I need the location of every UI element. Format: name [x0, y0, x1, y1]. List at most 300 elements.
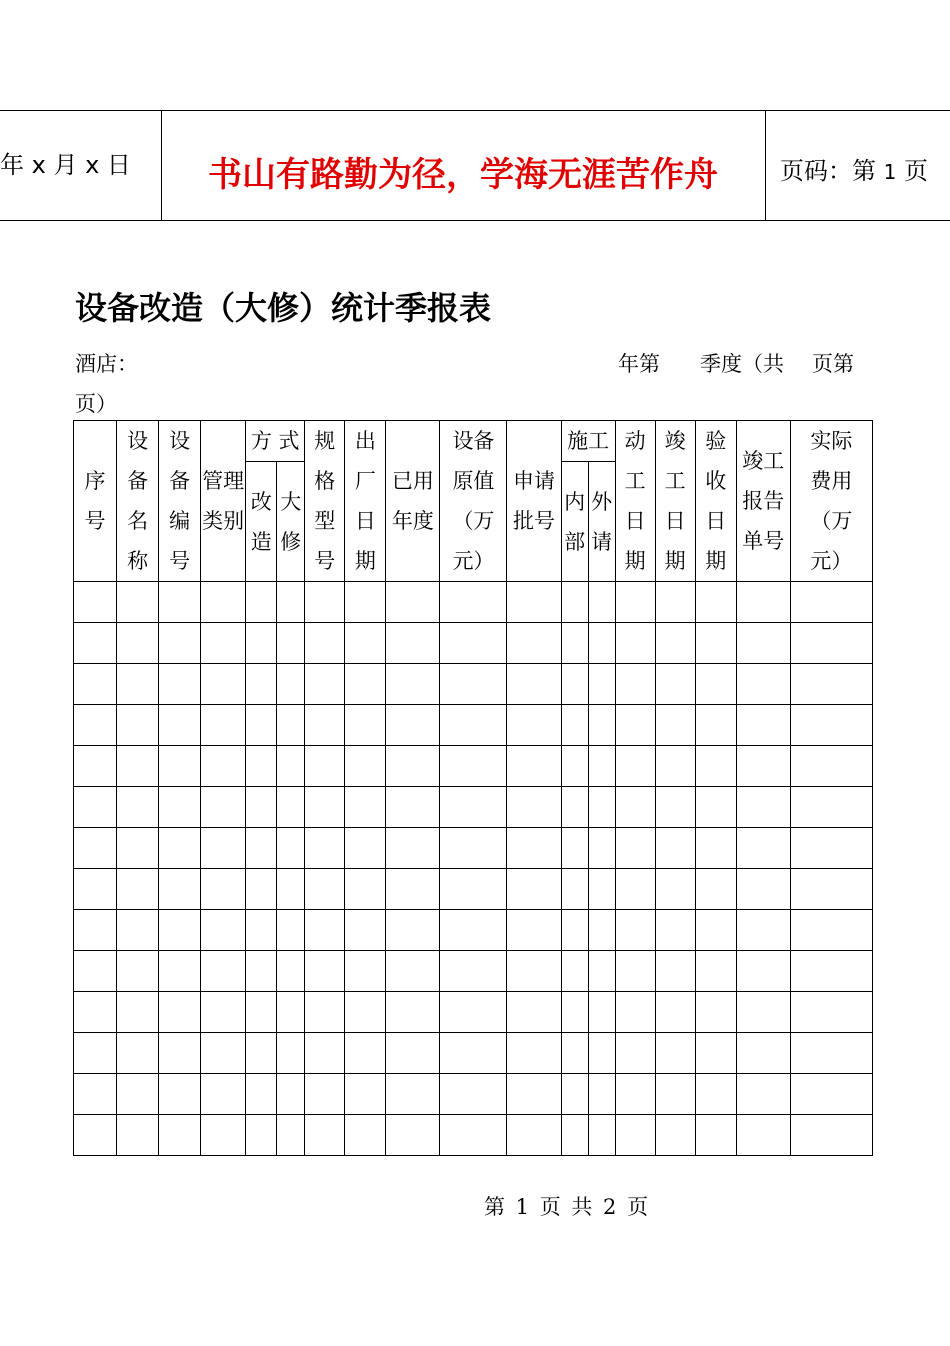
table-cell[interactable]: [440, 705, 507, 746]
header-motto: 书山有路勤为径，学海无涯苦作舟: [208, 155, 718, 195]
table-cell[interactable]: [615, 1074, 655, 1115]
table-cell[interactable]: [246, 951, 277, 992]
header-line: 型: [314, 509, 336, 533]
table-cell[interactable]: [790, 1033, 872, 1074]
document-header: [0, 110, 950, 221]
table-cell[interactable]: [588, 992, 615, 1033]
header-line: 称: [127, 549, 149, 573]
header-approval-number: [507, 421, 561, 582]
table-cell[interactable]: [386, 951, 440, 992]
table-cell[interactable]: [615, 787, 655, 828]
table-cell[interactable]: [277, 664, 305, 705]
table-cell[interactable]: [790, 828, 872, 869]
table-cell[interactable]: [440, 992, 507, 1033]
header-mgmt-category: [201, 421, 246, 582]
table-cell[interactable]: [507, 992, 561, 1033]
table-cell[interactable]: [655, 992, 695, 1033]
quarter-line: [618, 348, 854, 378]
table-cell[interactable]: [345, 910, 386, 951]
table-row: [74, 1033, 873, 1074]
table-cell[interactable]: [588, 951, 615, 992]
table-cell[interactable]: [440, 1115, 507, 1156]
table-cell[interactable]: [386, 1033, 440, 1074]
table-cell[interactable]: [615, 1033, 655, 1074]
table-cell[interactable]: [440, 910, 507, 951]
table-cell[interactable]: [117, 1033, 159, 1074]
table-cell[interactable]: [159, 582, 201, 623]
table-cell[interactable]: [277, 828, 305, 869]
table-cell[interactable]: [507, 787, 561, 828]
table-cell[interactable]: [201, 746, 246, 787]
quarter-label: 季度（共: [700, 352, 784, 376]
table-cell[interactable]: [246, 1115, 277, 1156]
table-cell[interactable]: [345, 746, 386, 787]
table-cell[interactable]: [159, 787, 201, 828]
table-cell[interactable]: [561, 951, 588, 992]
header-line: 期: [354, 549, 376, 573]
page-of-label: 页第: [812, 352, 854, 376]
table-cell[interactable]: [440, 582, 507, 623]
table-cell[interactable]: [588, 623, 615, 664]
table-cell[interactable]: [736, 869, 790, 910]
table-cell[interactable]: [561, 623, 588, 664]
table-row: [74, 992, 873, 1033]
header-line: 竣工: [742, 449, 785, 473]
table-cell[interactable]: [561, 869, 588, 910]
table-cell[interactable]: [74, 1033, 117, 1074]
table-cell[interactable]: [246, 664, 277, 705]
table-cell[interactable]: [588, 705, 615, 746]
table-cell[interactable]: [440, 746, 507, 787]
table-cell[interactable]: [588, 664, 615, 705]
table-cell[interactable]: [736, 787, 790, 828]
table-cell[interactable]: [201, 992, 246, 1033]
table-cell[interactable]: [386, 623, 440, 664]
table-cell[interactable]: [440, 623, 507, 664]
table-cell[interactable]: [386, 869, 440, 910]
table-cell[interactable]: [277, 623, 305, 664]
table-cell[interactable]: [159, 910, 201, 951]
table-cell[interactable]: [695, 787, 736, 828]
table-cell[interactable]: [345, 828, 386, 869]
table-cell[interactable]: [588, 1074, 615, 1115]
table-cell[interactable]: [305, 664, 345, 705]
table-cell[interactable]: [277, 951, 305, 992]
table-cell[interactable]: [615, 705, 655, 746]
table-cell[interactable]: [615, 623, 655, 664]
table-cell[interactable]: [386, 992, 440, 1033]
table-cell[interactable]: [305, 951, 345, 992]
table-cell[interactable]: [736, 992, 790, 1033]
table-cell[interactable]: [440, 951, 507, 992]
table-cell[interactable]: [695, 1074, 736, 1115]
table-cell[interactable]: [507, 582, 561, 623]
table-cell[interactable]: [246, 1074, 277, 1115]
table-cell[interactable]: [655, 1115, 695, 1156]
header-external: [588, 462, 615, 582]
table-cell[interactable]: [695, 705, 736, 746]
table-cell[interactable]: [159, 1115, 201, 1156]
table-cell[interactable]: [305, 869, 345, 910]
table-cell[interactable]: [440, 787, 507, 828]
table-cell[interactable]: [790, 1074, 872, 1115]
table-cell[interactable]: [695, 910, 736, 951]
table-cell[interactable]: [561, 787, 588, 828]
table-cell[interactable]: [345, 705, 386, 746]
table-cell[interactable]: [736, 1074, 790, 1115]
table-cell[interactable]: [695, 664, 736, 705]
header-line: 实际: [810, 429, 853, 453]
table-cell[interactable]: [615, 746, 655, 787]
table-cell[interactable]: [736, 623, 790, 664]
table-cell[interactable]: [615, 828, 655, 869]
table-cell[interactable]: [790, 664, 872, 705]
page-suffix-label: 页）: [75, 392, 117, 416]
table-cell[interactable]: [655, 787, 695, 828]
header-line: 号: [169, 549, 191, 573]
table-cell[interactable]: [386, 746, 440, 787]
table-cell[interactable]: [74, 746, 117, 787]
table-cell[interactable]: [588, 1033, 615, 1074]
table-cell[interactable]: [305, 1033, 345, 1074]
table-cell[interactable]: [201, 951, 246, 992]
table-cell[interactable]: [440, 1033, 507, 1074]
table-cell[interactable]: [507, 746, 561, 787]
table-cell[interactable]: [507, 910, 561, 951]
table-row: [74, 951, 873, 992]
table-cell[interactable]: [561, 664, 588, 705]
table-row: [74, 910, 873, 951]
table-cell[interactable]: [246, 992, 277, 1033]
table-cell[interactable]: [561, 582, 588, 623]
table-cell[interactable]: [507, 705, 561, 746]
table-cell[interactable]: [695, 828, 736, 869]
table-cell[interactable]: [159, 1074, 201, 1115]
table-cell[interactable]: [74, 1074, 117, 1115]
table-cell[interactable]: [201, 1033, 246, 1074]
table-cell[interactable]: [159, 828, 201, 869]
table-cell[interactable]: [117, 705, 159, 746]
table-cell[interactable]: [655, 623, 695, 664]
table-cell[interactable]: [345, 623, 386, 664]
table-cell[interactable]: [507, 623, 561, 664]
table-cell[interactable]: [588, 787, 615, 828]
table-cell[interactable]: [615, 582, 655, 623]
table-cell[interactable]: [159, 1033, 201, 1074]
table-cell[interactable]: [246, 623, 277, 664]
table-cell[interactable]: [74, 951, 117, 992]
table-cell[interactable]: [736, 1033, 790, 1074]
table-cell[interactable]: [386, 1115, 440, 1156]
table-cell[interactable]: [201, 869, 246, 910]
table-cell[interactable]: [117, 664, 159, 705]
table-cell[interactable]: [117, 746, 159, 787]
table-cell[interactable]: [246, 1033, 277, 1074]
table-cell[interactable]: [159, 746, 201, 787]
table-cell[interactable]: [790, 623, 872, 664]
table-cell[interactable]: [246, 787, 277, 828]
table-cell[interactable]: [736, 705, 790, 746]
table-cell[interactable]: [588, 1115, 615, 1156]
table-cell[interactable]: [159, 951, 201, 992]
header-line: 设: [169, 429, 191, 453]
table-cell[interactable]: [246, 582, 277, 623]
table-cell[interactable]: [655, 1033, 695, 1074]
table-cell[interactable]: [736, 1115, 790, 1156]
table-cell[interactable]: [345, 1074, 386, 1115]
table-cell[interactable]: [345, 1033, 386, 1074]
header-divider: [765, 111, 766, 220]
table-cell[interactable]: [736, 664, 790, 705]
header-line: 号: [84, 509, 106, 533]
header-line: 造: [250, 529, 272, 554]
table-cell[interactable]: [305, 992, 345, 1033]
table-cell[interactable]: [790, 705, 872, 746]
table-cell[interactable]: [655, 910, 695, 951]
table-cell[interactable]: [615, 992, 655, 1033]
table-cell[interactable]: [74, 828, 117, 869]
table-cell[interactable]: [201, 1074, 246, 1115]
header-page-number: 1: [883, 160, 897, 184]
table-cell[interactable]: [117, 1115, 159, 1156]
table-cell[interactable]: [345, 664, 386, 705]
table-cell[interactable]: [386, 664, 440, 705]
table-cell[interactable]: [695, 869, 736, 910]
table-cell[interactable]: [277, 869, 305, 910]
table-cell[interactable]: [695, 1115, 736, 1156]
table-cell[interactable]: [561, 828, 588, 869]
table-cell[interactable]: [655, 951, 695, 992]
table-cell[interactable]: [507, 1033, 561, 1074]
table-cell[interactable]: [386, 1074, 440, 1115]
table-cell[interactable]: [159, 705, 201, 746]
table-cell[interactable]: [736, 951, 790, 992]
table-cell[interactable]: [561, 1074, 588, 1115]
table-cell[interactable]: [386, 705, 440, 746]
table-cell[interactable]: [305, 705, 345, 746]
table-cell[interactable]: [201, 582, 246, 623]
table-cell[interactable]: [561, 1033, 588, 1074]
table-cell[interactable]: [345, 951, 386, 992]
table-cell[interactable]: [655, 869, 695, 910]
table-cell[interactable]: [507, 664, 561, 705]
table-cell[interactable]: [117, 992, 159, 1033]
header-line: 备: [169, 469, 191, 493]
table-cell[interactable]: [615, 910, 655, 951]
header-line: 单号: [742, 529, 785, 553]
table-cell[interactable]: [159, 992, 201, 1033]
table-cell[interactable]: [588, 869, 615, 910]
table-cell[interactable]: [277, 1074, 305, 1115]
table-cell[interactable]: [277, 1115, 305, 1156]
table-cell[interactable]: [277, 787, 305, 828]
table-cell[interactable]: [615, 1115, 655, 1156]
table-cell[interactable]: [159, 664, 201, 705]
table-cell[interactable]: [790, 787, 872, 828]
header-line: 元）: [810, 549, 853, 573]
header-years-used: [386, 421, 440, 582]
table-cell[interactable]: [507, 869, 561, 910]
header-line: 设: [127, 429, 149, 453]
header-equip-name: [117, 421, 159, 582]
table-cell[interactable]: [655, 828, 695, 869]
table-cell[interactable]: [386, 582, 440, 623]
table-cell[interactable]: [74, 787, 117, 828]
table-cell[interactable]: [74, 705, 117, 746]
table-cell[interactable]: [736, 828, 790, 869]
header-line: 格: [314, 469, 336, 493]
table-cell[interactable]: [305, 828, 345, 869]
header-line: 报告: [742, 489, 785, 513]
table-cell[interactable]: [117, 869, 159, 910]
table-cell[interactable]: [117, 623, 159, 664]
table-cell[interactable]: [305, 582, 345, 623]
table-cell[interactable]: [277, 746, 305, 787]
table-cell[interactable]: [736, 746, 790, 787]
table-cell[interactable]: [246, 705, 277, 746]
table-cell[interactable]: [345, 869, 386, 910]
table-cell[interactable]: [736, 910, 790, 951]
table-cell[interactable]: [561, 910, 588, 951]
table-cell[interactable]: [201, 1115, 246, 1156]
table-cell[interactable]: [201, 705, 246, 746]
table-cell[interactable]: [74, 869, 117, 910]
header-line: 期: [705, 549, 727, 573]
table-cell[interactable]: [736, 582, 790, 623]
table-row: [74, 664, 873, 705]
header-spec: [305, 421, 345, 582]
table-cell[interactable]: [561, 1115, 588, 1156]
table-cell[interactable]: [561, 746, 588, 787]
table-cell[interactable]: [655, 582, 695, 623]
table-cell[interactable]: [201, 664, 246, 705]
table-cell[interactable]: [655, 664, 695, 705]
table-cell[interactable]: [588, 828, 615, 869]
table-cell[interactable]: [790, 992, 872, 1033]
table-cell[interactable]: [440, 664, 507, 705]
table-cell[interactable]: [507, 951, 561, 992]
table-cell[interactable]: [790, 1115, 872, 1156]
table-cell[interactable]: [74, 582, 117, 623]
table-cell[interactable]: [201, 623, 246, 664]
table-cell[interactable]: [695, 746, 736, 787]
table-cell[interactable]: [246, 746, 277, 787]
table-cell[interactable]: [561, 705, 588, 746]
table-cell[interactable]: [305, 1115, 345, 1156]
table-cell[interactable]: [117, 1074, 159, 1115]
table-cell[interactable]: [74, 664, 117, 705]
table-cell[interactable]: [159, 869, 201, 910]
header-construction: 施工: [561, 421, 615, 462]
year-label: 年第: [618, 352, 660, 376]
table-cell[interactable]: [159, 623, 201, 664]
table-cell[interactable]: [345, 1115, 386, 1156]
table-cell[interactable]: [201, 787, 246, 828]
table-cell[interactable]: [790, 951, 872, 992]
header-renovate: [246, 462, 277, 582]
header-line: 编: [169, 509, 191, 533]
table-cell[interactable]: [655, 746, 695, 787]
table-cell[interactable]: [345, 992, 386, 1033]
table-cell[interactable]: [790, 869, 872, 910]
table-cell[interactable]: [117, 951, 159, 992]
table-cell[interactable]: [440, 869, 507, 910]
table-cell[interactable]: [655, 1074, 695, 1115]
table-cell[interactable]: [117, 910, 159, 951]
table-cell[interactable]: [74, 910, 117, 951]
table-cell[interactable]: [201, 828, 246, 869]
table-cell[interactable]: [305, 787, 345, 828]
table-cell[interactable]: [588, 746, 615, 787]
table-cell[interactable]: [277, 1033, 305, 1074]
table-cell[interactable]: [74, 623, 117, 664]
table-cell[interactable]: [588, 910, 615, 951]
table-cell[interactable]: [305, 1074, 345, 1115]
header-line: 日: [705, 509, 727, 533]
table-cell[interactable]: [790, 582, 872, 623]
table-cell[interactable]: [588, 582, 615, 623]
table-cell[interactable]: [561, 992, 588, 1033]
table-cell[interactable]: [305, 746, 345, 787]
table-cell[interactable]: [74, 1115, 117, 1156]
table-cell[interactable]: [117, 787, 159, 828]
table-cell[interactable]: [790, 746, 872, 787]
table-cell[interactable]: [277, 582, 305, 623]
table-cell[interactable]: [305, 623, 345, 664]
table-cell[interactable]: [345, 787, 386, 828]
table-cell[interactable]: [440, 828, 507, 869]
table-cell[interactable]: [277, 910, 305, 951]
header-line: 外: [591, 489, 613, 514]
table-cell[interactable]: [615, 664, 655, 705]
table-cell[interactable]: [201, 910, 246, 951]
table-cell[interactable]: [695, 623, 736, 664]
table-cell[interactable]: [695, 582, 736, 623]
header-equip-code: [159, 421, 201, 582]
table-cell[interactable]: [386, 787, 440, 828]
table-cell[interactable]: [440, 1074, 507, 1115]
table-cell[interactable]: [695, 992, 736, 1033]
table-cell[interactable]: [695, 1033, 736, 1074]
table-cell[interactable]: [305, 910, 345, 951]
table-cell[interactable]: [246, 910, 277, 951]
table-cell[interactable]: [386, 910, 440, 951]
table-cell[interactable]: [246, 869, 277, 910]
table-cell[interactable]: [507, 828, 561, 869]
header-line: 请: [591, 529, 613, 554]
header-line: （万: [810, 509, 853, 533]
header-line: 管理: [202, 469, 245, 493]
table-cell[interactable]: [74, 992, 117, 1033]
table-cell[interactable]: [117, 828, 159, 869]
table-cell[interactable]: [277, 992, 305, 1033]
table-cell[interactable]: [386, 828, 440, 869]
table-cell[interactable]: [790, 910, 872, 951]
table-cell[interactable]: [345, 582, 386, 623]
table-cell[interactable]: [615, 951, 655, 992]
table-cell[interactable]: [117, 582, 159, 623]
table-cell[interactable]: [695, 951, 736, 992]
header-line: 内: [564, 489, 586, 514]
table-cell[interactable]: [507, 1074, 561, 1115]
header-line: 原值: [452, 469, 495, 493]
header-line: 收: [705, 469, 727, 493]
table-cell[interactable]: [246, 828, 277, 869]
table-cell[interactable]: [277, 705, 305, 746]
table-cell[interactable]: [655, 705, 695, 746]
table-cell[interactable]: [615, 869, 655, 910]
table-cell[interactable]: [507, 1115, 561, 1156]
